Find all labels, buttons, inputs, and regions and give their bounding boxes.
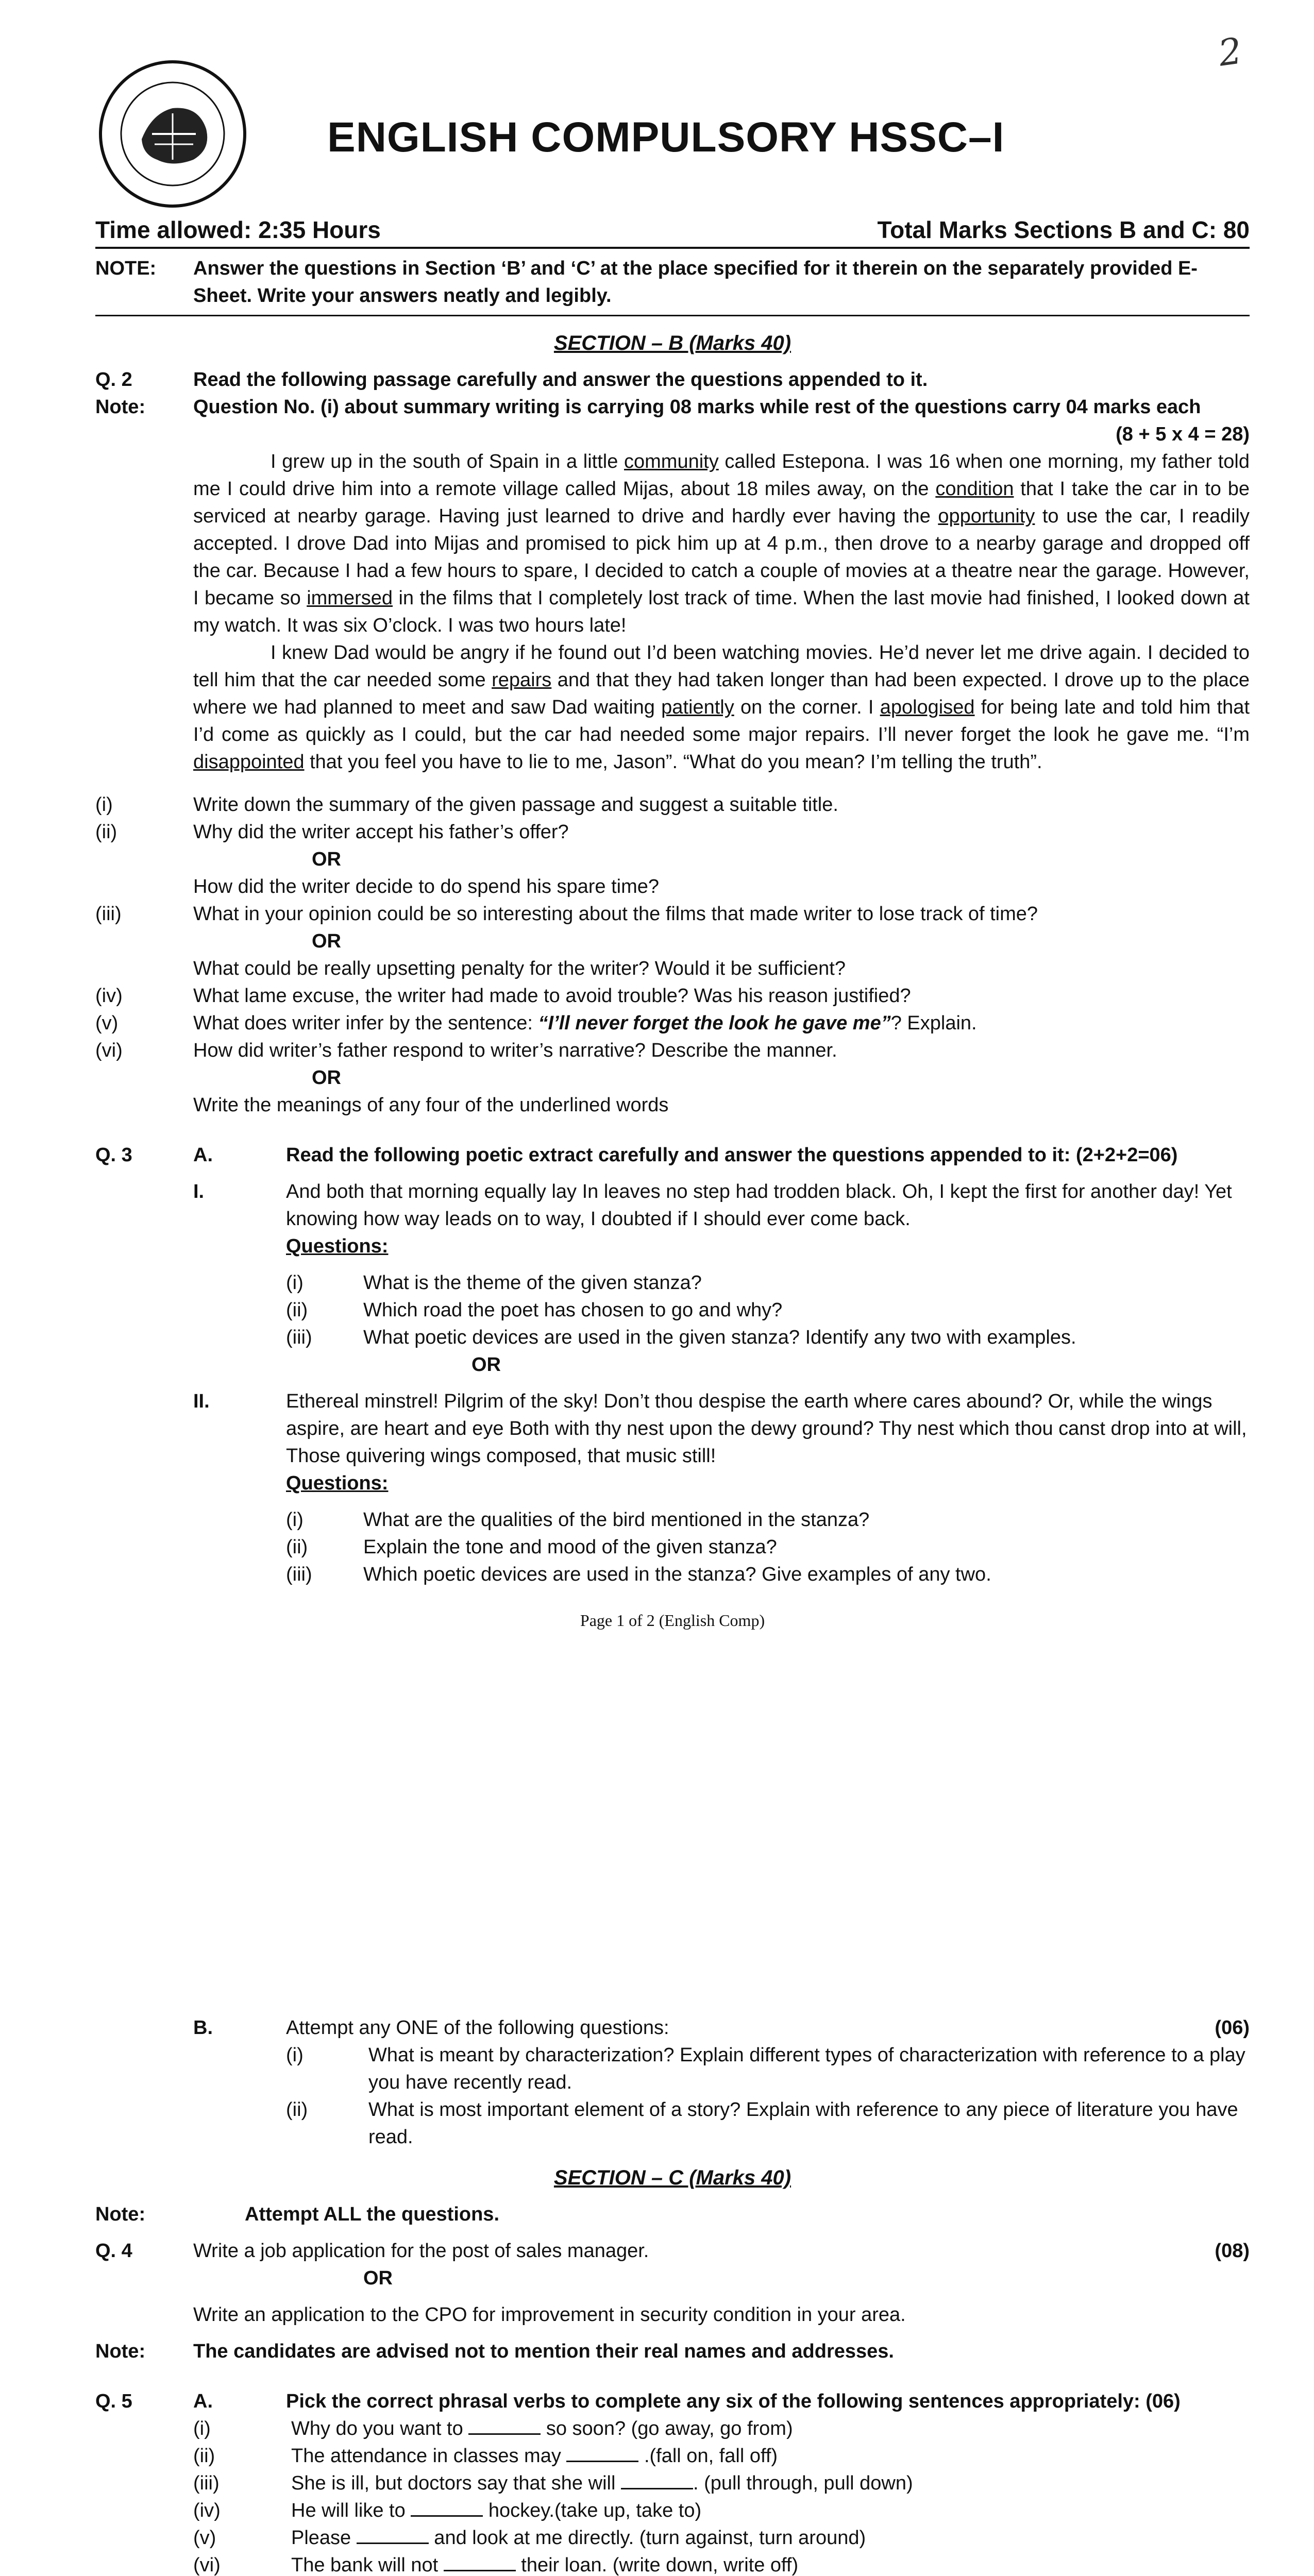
list-item: (iii) Which poetic devices are used in the stanza? Give examples of any two. <box>286 1564 991 1585</box>
q4-marks: (08) <box>1215 2240 1250 2262</box>
list-item: (i) What is meant by characterization? Explain different types of characterization with reference to a play you have recently read. <box>286 2044 1245 2093</box>
questions-label: Questions: <box>286 1235 389 1257</box>
board-seal-icon <box>95 57 250 211</box>
page-1-content <box>95 46 1250 1634</box>
list-item: (iv) What lame excuse, the writer had made to avoid trouble? Was his reason justified? <box>95 985 911 1007</box>
poem-line: Both with thy nest upon the dewy ground? <box>509 1418 874 1439</box>
list-item: (i) Write down the summary of the given passage and suggest a suitable title. <box>95 794 838 816</box>
note-label: Note: <box>95 2204 146 2225</box>
poem-1 <box>95 1178 1250 1379</box>
list-item: (iii) She is ill, but doctors say that she will . (pull through, pull down) <box>193 2472 913 2494</box>
poem-2 <box>95 1388 1250 1588</box>
q3-header <box>95 1142 1250 1169</box>
corner-mark: 2 <box>1216 29 1245 75</box>
list-item: (iv) He will like to hockey.(take up, take to) <box>193 2500 702 2521</box>
or-label: OR <box>363 2267 393 2289</box>
note-text: The candidates are advised not to mention their real names and addresses. <box>193 2341 894 2362</box>
time-allowed: Time allowed: 2:35 Hours <box>95 216 381 243</box>
q2-instruction: Read the following passage carefully and answer the questions appended to it. <box>193 369 928 391</box>
list-item: (ii) What is most important element of a story? Explain with reference to any piece of literature you have read. <box>286 2099 1238 2148</box>
list-item: (ii) Explain the tone and mood of the given stanza? <box>286 1536 777 1558</box>
list-item: (ii) The attendance in classes may .(fall on, fall off) <box>193 2445 778 2467</box>
page-2 <box>0 1953 1314 2576</box>
poem-line: Thy nest which thou canst drop into at will, <box>879 1418 1247 1439</box>
general-note <box>95 255 1250 316</box>
note-text: Answer the questions in Section ‘B’ and ‘C’ at the place specified for it therein on the separately provided E-Sheet. Write your answers neatly and legibly. <box>193 258 1198 307</box>
q2-label: Q. 2 <box>95 369 132 391</box>
list-item: (i) What are the qualities of the bird mentioned in the stanza? <box>286 1509 870 1531</box>
q5-a-items <box>95 2415 1250 2576</box>
q5-a-header <box>95 2388 1250 2415</box>
poem-line: Don’t thou despise the earth where cares abound? <box>603 1391 1043 1412</box>
list-item: (vi) How did writer’s father respond to writer’s narrative? Describe the manner. <box>95 1040 837 1061</box>
or-label: OR <box>312 1067 341 1089</box>
q3-b-header <box>95 2014 1250 2042</box>
poem-line: Yet knowing how way leads on to way, <box>286 1181 1232 1230</box>
list-item: (v) Please and look at me directly. (turn against, turn around) <box>193 2527 866 2549</box>
list-item: (i) Why do you want to so soon? (go away, go from) <box>193 2418 793 2439</box>
list-item: (iii) What in your opinion could be so interesting about the films that made writer to lose track of time? <box>95 903 1038 925</box>
q4-label: Q. 4 <box>95 2240 132 2262</box>
q4-alt <box>95 2301 1250 2329</box>
note-label: Note: <box>95 2341 146 2362</box>
section-c-note-2 <box>95 2338 1250 2365</box>
section-b-title: SECTION – B (Marks 40) <box>553 332 791 354</box>
list-item: (i) What is the theme of the given stanza? <box>286 1272 702 1294</box>
q4-alt-text: Write an application to the CPO for improvement in security condition in your area. <box>193 2304 906 2326</box>
poem-line: And both that morning equally lay <box>286 1181 577 1202</box>
or-label: OR <box>312 849 341 870</box>
q2-header <box>95 366 1250 394</box>
q3-b-instruction: Attempt any ONE of the following questions: <box>286 2017 669 2039</box>
list-item: (vi) The bank will not their loan. (write down, write off) <box>193 2554 799 2576</box>
list-item: (ii) Why did the writer accept his father’s offer? <box>95 821 569 843</box>
list-item: How did the writer decide to do spend his spare time? <box>193 876 660 897</box>
list-item: (v) What does writer infer by the sentence: “I’ll never forget the look he gave me”? Explain. <box>95 1012 977 1034</box>
page-1-footer: Page 1 of 2 (English Comp) <box>580 1611 765 1630</box>
q2-note-label: Note: <box>95 396 146 418</box>
note-text: Attempt ALL the questions. <box>245 2204 499 2225</box>
list-item: (ii) Which road the poet has chosen to go and why? <box>286 1299 783 1321</box>
exam-header <box>95 46 1250 216</box>
poem-2-label: II. <box>193 1391 210 1412</box>
q2-note <box>95 394 1250 448</box>
or-label: OR <box>312 930 341 952</box>
q5-label: Q. 5 <box>95 2391 132 2412</box>
q3-a-instruction: Read the following poetic extract carefully and answer the questions appended to it: (2+2+2=06) <box>286 1144 1178 1166</box>
list-item: Write the meanings of any four of the underlined words <box>193 1094 669 1116</box>
poem-line: In leaves no step had trodden black. <box>582 1181 897 1202</box>
poem-line: Or, while the wings aspire, are heart and eye <box>286 1391 1212 1439</box>
q3-label: Q. 3 <box>95 1144 132 1166</box>
poem-line: Those quivering wings composed, that music still! <box>286 1445 716 1467</box>
q4-text: Write a job application for the post of sales manager. <box>193 2240 649 2262</box>
page-2-content <box>95 2014 1250 2576</box>
q2-note-text: Question No. (i) about summary writing is carrying 08 marks while rest of the questions carry 04 marks each <box>193 396 1201 418</box>
q2-passage <box>193 448 1250 776</box>
exam-title: ENGLISH COMPULSORY HSSC–I <box>327 114 1005 161</box>
total-marks: Total Marks Sections B and C: 80 <box>877 216 1250 243</box>
note-label: NOTE: <box>95 258 157 279</box>
q4 <box>95 2238 1250 2265</box>
poem-line: Ethereal minstrel! Pilgrim of the sky! <box>286 1391 599 1412</box>
questions-label: Questions: <box>286 1472 389 1494</box>
or-label: OR <box>471 1354 501 1376</box>
passage-paragraph-2: I knew Dad would be angry if he found out I’d been watching movies. He’d never let me drive again. I decided to tell him that the car needed some repairs and that they had taken longer than had been expected. I drove up to the place where we had planned to meet and saw Dad waiting patiently on the corner. I apologised for being late and told him that I’d come as quickly as I could, but the car had needed some major repairs. I’ll never forget the look he gave me. “I’m disappointed that you feel you have to lie to me, Jason”. “What do you mean? I’m telling the truth”. <box>193 642 1250 773</box>
section-c-title: SECTION – C (Marks 40) <box>553 2166 791 2189</box>
list-item: (iii) What poetic devices are used in the given stanza? Identify any two with examples. <box>286 1327 1076 1348</box>
poem-line: Oh, I kept the first for another day! <box>902 1181 1200 1202</box>
q2-questions <box>95 791 1250 1119</box>
q5-a-instruction: Pick the correct phrasal verbs to complete any six of the following sentences appropriately: (06) <box>286 2391 1181 2412</box>
q2-marks: (8 + 5 x 4 = 28) <box>1116 423 1250 445</box>
section-c-note <box>95 2201 1250 2228</box>
q3-b-marks: (06) <box>1215 2017 1250 2039</box>
poem-line: I doubted if I should ever come back. <box>590 1208 911 1230</box>
q3-a-label: A. <box>193 1144 213 1166</box>
q5-a-label: A. <box>193 2391 213 2412</box>
q3-b-label: B. <box>193 2017 213 2039</box>
list-item: What could be really upsetting penalty for the writer? Would it be sufficient? <box>193 958 846 979</box>
meta-row <box>95 216 1250 249</box>
poem-1-label: I. <box>193 1181 205 1202</box>
passage-paragraph-1: I grew up in the south of Spain in a little community called Estepona. I was 16 when one morning, my father told me I could drive him into a remote village called Mijas, about 18 miles away, on the condition that I take the car in to be serviced at nearby garage. Having just learned to drive and hardly ever having the opportunity to use the car, I readily accepted. I drove Dad into Mijas and promised to pick him up at 4 p.m., then drove to a nearby garage and dropped off the car. Because I had a few hours to spare, I decided to catch a couple of movies at a theatre near the garage. However, I became so immersed in the films that I completely lost track of time. When the last movie had finished, I looked down at my watch. It was six O’clock. I was two hours late! <box>193 451 1250 636</box>
